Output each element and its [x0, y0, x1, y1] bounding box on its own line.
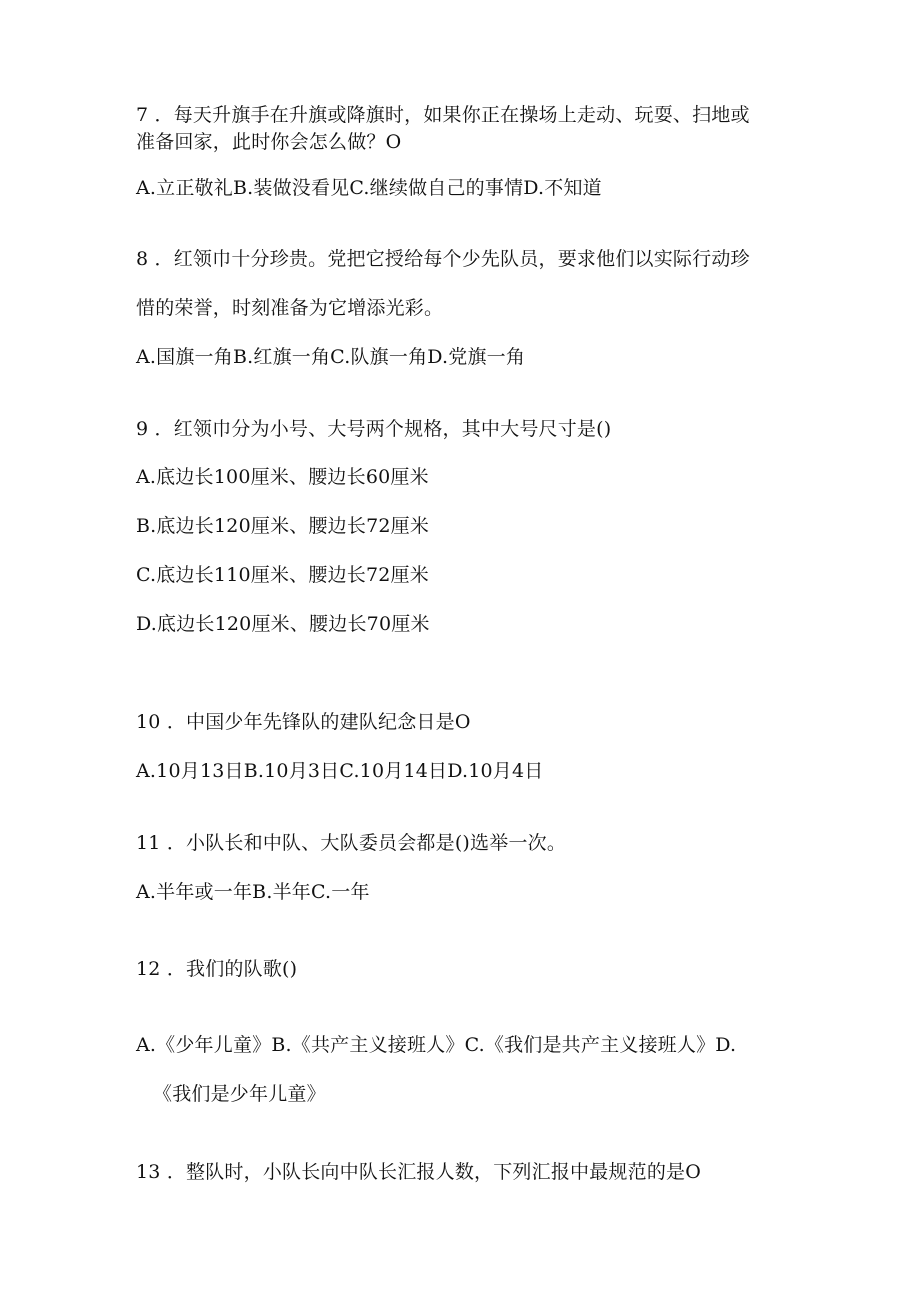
- question-12-options-line-2: 《我们是少年儿童》: [153, 1083, 326, 1105]
- question-9-option-c: C.底边长110厘米、腰边长72厘米: [136, 564, 429, 586]
- question-8-line-1: 8 ．红领巾十分珍贵。党把它授给每个少先队员，要求他们以实际行动珍: [136, 248, 750, 270]
- question-11-options: A.半年或一年B.半年C.一年: [136, 881, 370, 903]
- question-13-line-1: 13 ．整队时，小队长向中队长汇报人数，下列汇报中最规范的是O: [136, 1161, 701, 1183]
- question-9-option-d: D.底边长120厘米、腰边长70厘米: [136, 613, 430, 635]
- question-7-options: A.立正敬礼B.装做没看见C.继续做自己的事情D.不知道: [136, 177, 602, 199]
- question-10-options: A.10月13日B.10月3日C.10月14日D.10月4日: [136, 760, 544, 782]
- question-10-line-1: 10 ．中国少年先锋队的建队纪念日是O: [136, 711, 471, 733]
- question-8-line-2: 惜的荣誉，时刻准备为它增添光彩。: [136, 297, 444, 319]
- question-12-options-line-1: A.《少年儿童》B.《共产主义接班人》C.《我们是共产主义接班人》D.: [136, 1034, 737, 1056]
- question-7-line-2: 准备回家，此时你会怎么做？O: [136, 131, 402, 153]
- question-9-option-a: A.底边长100厘米、腰边长60厘米: [136, 466, 429, 488]
- question-7-line-1: 7 ．每天升旗手在升旗或降旗时，如果你正在操场上走动、玩耍、扫地或: [136, 104, 750, 126]
- question-9-option-b: B.底边长120厘米、腰边长72厘米: [136, 515, 430, 537]
- question-12-line-1: 12 ．我们的队歌(): [136, 958, 298, 980]
- question-9-line-1: 9 ．红领巾分为小号、大号两个规格，其中大号尺寸是(): [136, 418, 612, 440]
- question-8-options: A.国旗一角B.红旗一角C.队旗一角D.党旗一角: [136, 346, 526, 368]
- question-11-line-1: 11 ．小队长和中队、大队委员会都是()选举一次。: [136, 832, 567, 854]
